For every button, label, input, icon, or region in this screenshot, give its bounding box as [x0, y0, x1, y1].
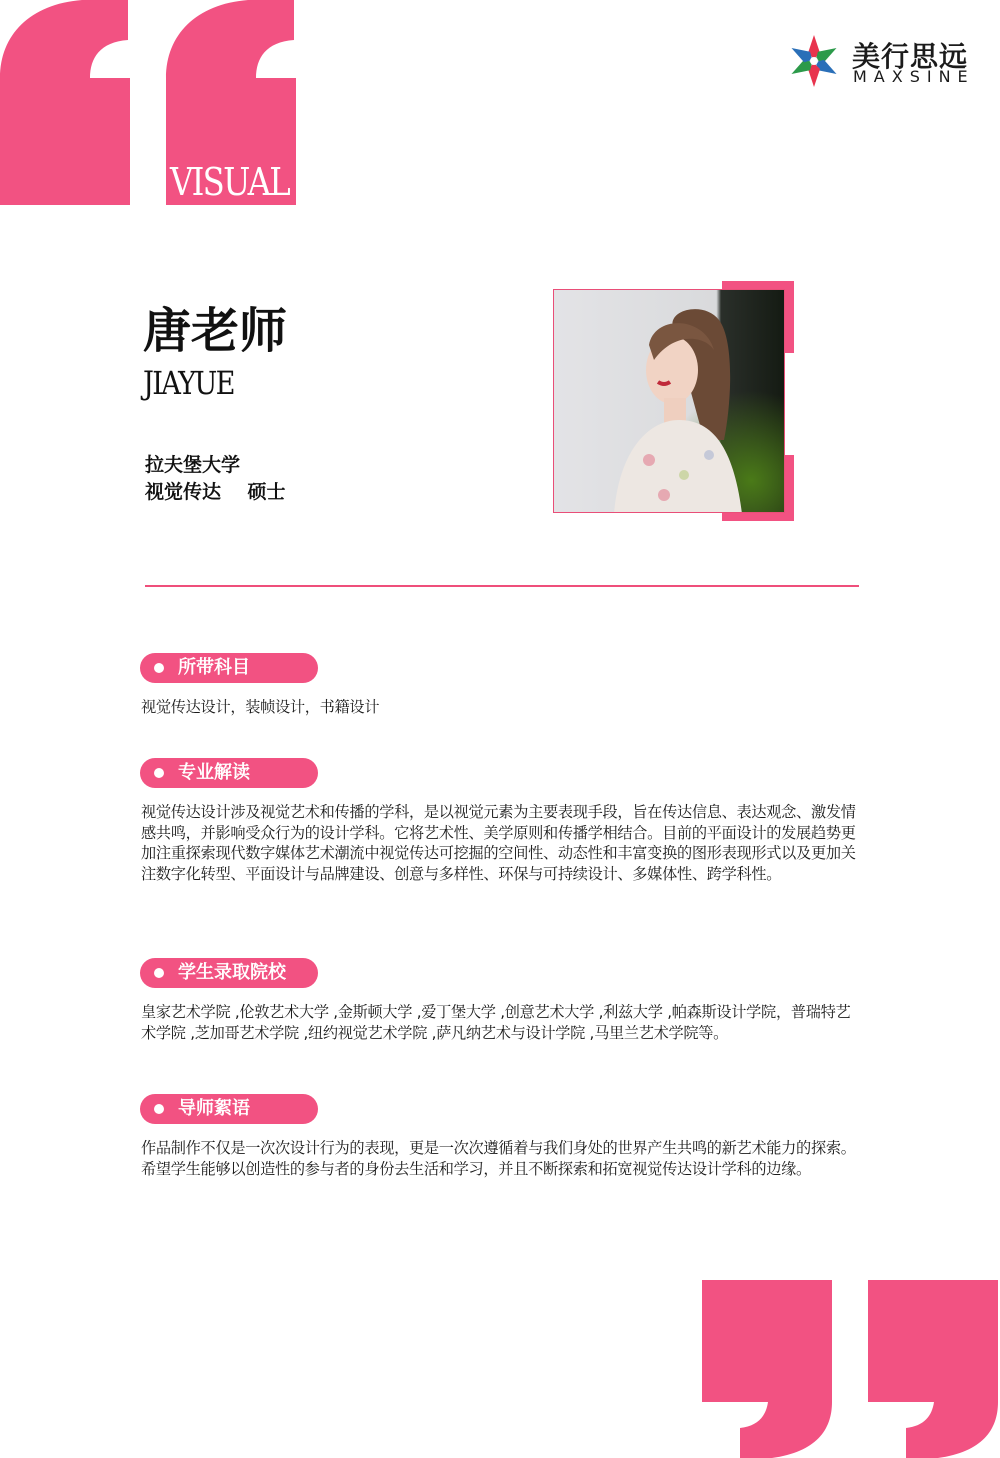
section-title: 学生录取院校 — [178, 962, 286, 983]
section-title: 所带科目 — [178, 657, 250, 678]
teacher-school: 拉夫堡大学 — [145, 454, 241, 476]
visual-word: VISUAL — [170, 160, 290, 204]
section-body-major: 视觉传达设计涉及视觉艺术和传播的学科，是以视觉元素为主要表现手段，旨在传达信息、表达观念、激发情感共鸣，并影响受众行为的设计学科。它将艺术性、美学原则和传播学相结合。目前的平面设计的发展趋势更加注重探索现代数字媒体艺术潮流中视觉传达可挖掘的空间性、动态性和丰富变换的图形表现形式以及更加关注数字化转型、平面设计与品牌建设、创意与多样性、环保与可持续设计、多媒体性、跨学科性。 — [141, 803, 856, 883]
section-title: 导师絮语 — [178, 1098, 250, 1119]
section-body-admissions: 皇家艺术学院 ,伦敦艺术大学 ,金斯顿大学 ,爱丁堡大学 ,创意艺术大学 ,利兹大学 ,帕森斯设计学院，普瑞特艺术学院 ,芝加哥艺术学院 ,纽约视觉艺术学院 ,萨凡纳艺术与设计学院 ,马里兰艺术学院等。 — [141, 1003, 851, 1042]
section-body-subjects: 视觉传达设计，装帧设计，书籍设计 — [141, 698, 380, 716]
logo-name-en: MAXSINE — [853, 67, 975, 86]
logo-name-cn: 美行思远 — [852, 40, 969, 73]
section-pill-subjects — [140, 653, 318, 683]
teacher-name-en: JIAYUE — [143, 364, 234, 402]
maxsine-logo — [786, 33, 976, 89]
section-pill-mentor-words — [140, 1094, 318, 1124]
teacher-degree: 视觉传达 硕士 — [145, 481, 286, 503]
section-pill-major — [140, 758, 318, 788]
bullet-dot-icon — [154, 663, 164, 673]
bullet-dot-icon — [154, 968, 164, 978]
bullet-dot-icon — [154, 768, 164, 778]
close-quote-decoration — [700, 1280, 1000, 1458]
portrait-photo — [553, 289, 785, 513]
portrait-illustration — [554, 290, 785, 513]
section-pill-admissions — [140, 958, 318, 988]
section-body-mentor-words: 作品制作不仅是一次次设计行为的表现，更是一次次遵循着与我们身处的世界产生共鸣的新艺术能力的探索。希望学生能够以创造性的参与者的身份去生活和学习，并且不断探索和拓宽视觉传达设计学科的边缘。 — [141, 1139, 856, 1178]
teacher-name: 唐老师 — [143, 303, 288, 359]
star-logo-icon — [786, 33, 842, 89]
section-divider — [145, 585, 859, 587]
section-title: 专业解读 — [178, 762, 250, 783]
bullet-dot-icon — [154, 1104, 164, 1114]
